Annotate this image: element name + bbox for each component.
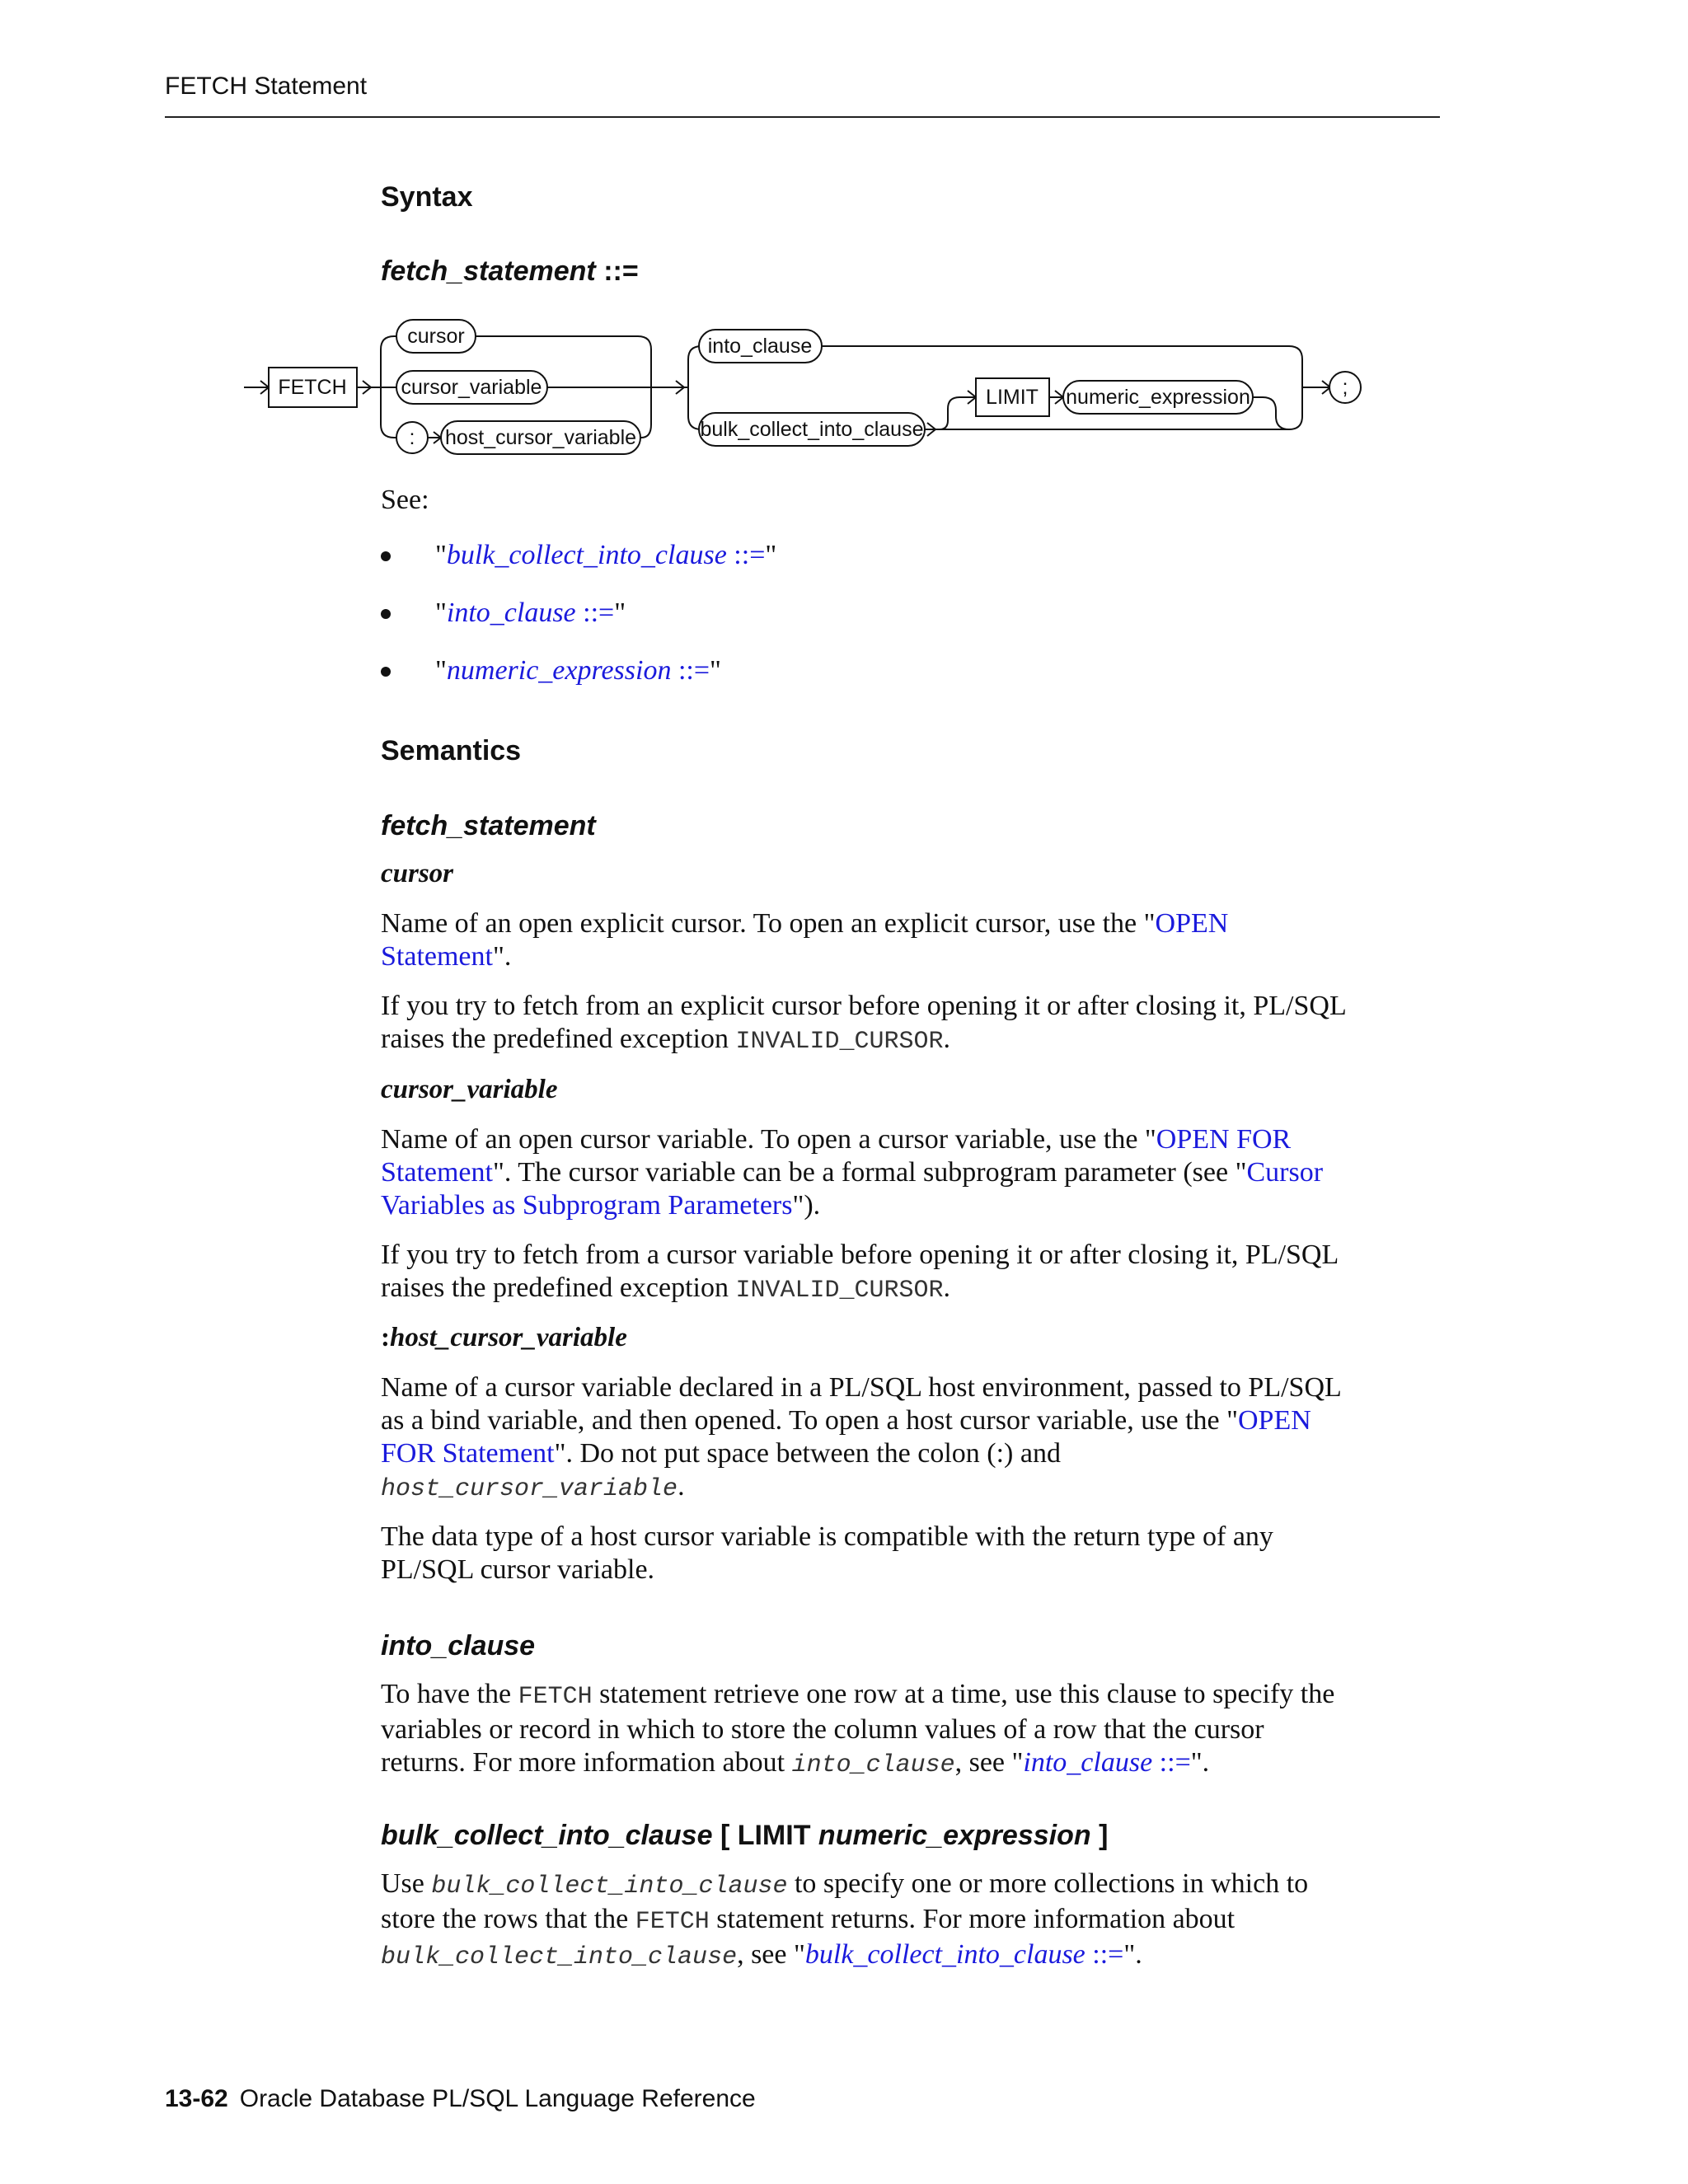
open-for-statement-link[interactable]: OPEN FOR Statement [381, 1124, 1292, 1188]
cursor-exception-note: If you try to fetch from an explicit cursor before opening it or after closing it, PL/SQL raises the predefined exception INVALID_CURSOR. [381, 991, 1347, 1056]
cursor-variable-exception-note: If you try to fetch from a cursor variable before opening it or after closing it, PL/SQL raises the predefined exception INVALID_CURSOR. [381, 1240, 1339, 1305]
bulk-collect-link[interactable]: bulk_collect_into_clause ::= [804, 1939, 1124, 1970]
cursor-variable-node-label: cursor_variable [401, 376, 542, 399]
into-clause-code: into_clause [791, 1751, 955, 1779]
page-footer [165, 2085, 756, 2113]
cursor-term: cursor [381, 859, 454, 888]
book-title: Oracle Database PL/SQL Language Reference [239, 2085, 756, 2112]
colon-node-label: : [409, 426, 415, 449]
cursor-variable-term: cursor_variable [381, 1075, 558, 1104]
into-clause-description: To have the FETCH statement retrieve one row at a time, use this clause to specify the variables or record in which to store the column values of a row that the cursor returns. For more information about into_clause, see "into_clause ::=". [381, 1679, 1335, 1779]
bullet-dot [381, 667, 391, 677]
numeric-expression-node-label: numeric_expression [1066, 386, 1250, 409]
host-cursor-variable-term: :host_cursor_variable [381, 1323, 627, 1352]
cursor-variable-description: Name of an open cursor variable. To open a cursor variable, use the "OPEN FOR Statement". The cursor variable can be a formal subprogram parameter (see "Cursor Variables as Subprogram Parameters"). [381, 1124, 1324, 1221]
bullet-dot [381, 551, 391, 561]
page-number: 13-62 [165, 2085, 228, 2112]
host-cursor-variable-type-note: The data type of a host cursor variable is compatible with the return type of any PL/SQL cursor variable. [381, 1521, 1273, 1585]
bulk-collect-code: bulk_collect_into_clause [431, 1872, 788, 1900]
limit-keyword-label: LIMIT [986, 386, 1039, 409]
invalid-cursor-code: INVALID_CURSOR [735, 1277, 944, 1305]
invalid-cursor-code: INVALID_CURSOR [735, 1028, 944, 1056]
host-cursor-variable-node-label: host_cursor_variable [444, 426, 637, 449]
see-label: See: [381, 485, 429, 515]
bulk-collect-heading: bulk_collect_into_clause [ LIMIT numeric_expression ] [381, 1820, 1109, 1851]
bulk-collect-link[interactable]: bulk_collect_into_clause ::= [446, 540, 766, 570]
production-name: fetch_statement [381, 255, 596, 287]
syntax-diagram [0, 0, 1688, 494]
numeric-expression-link[interactable]: numeric_expression ::= [446, 655, 710, 686]
into-clause-link[interactable]: into_clause ::= [446, 598, 615, 628]
bulk-collect-description: Use bulk_collect_into_clause to specify one or more collections in which to store the rows that the FETCH statement returns. For more information about bulk_collect_into_clause, see "bulk_collect_into_clause ::=". [381, 1868, 1309, 1971]
production-heading [381, 255, 639, 288]
cursor-node-label: cursor [407, 325, 465, 348]
host-cursor-variable-description: Name of a cursor variable declared in a PL/SQL host environment, passed to PL/SQL as a bind variable, and then opened. To open a host cursor variable, use the "OPEN FOR Statement". Do not put space between the colon (:) and host_cursor_variable. [381, 1372, 1342, 1503]
bulk-collect-node-label: bulk_collect_into_clause [700, 418, 924, 441]
production-op: ::= [595, 255, 639, 287]
fetch-keyword-label: FETCH [278, 376, 347, 399]
into-clause-heading: into_clause [381, 1630, 536, 1661]
open-statement-link[interactable]: OPEN Statement [381, 908, 1229, 972]
terminator-node-label: ; [1342, 376, 1348, 399]
running-head: FETCH Statement [165, 73, 368, 100]
semantics-heading: Semantics [381, 735, 522, 766]
bullet-dot [381, 609, 391, 619]
fetch-code: FETCH [518, 1683, 593, 1711]
open-for-statement-link[interactable]: OPEN FOR Statement [381, 1405, 1311, 1469]
syntax-heading: Syntax [381, 181, 473, 213]
fetch-code: FETCH [635, 1908, 710, 1936]
into-clause-node-label: into_clause [707, 335, 813, 358]
into-clause-link[interactable]: into_clause ::= [1023, 1747, 1191, 1778]
host-cursor-variable-code: host_cursor_variable [381, 1475, 678, 1503]
fetch-statement-heading: fetch_statement [381, 810, 596, 841]
cursor-variables-params-link[interactable]: Cursor Variables as Subprogram Parameters [381, 1157, 1324, 1221]
bulk-collect-code: bulk_collect_into_clause [381, 1943, 738, 1971]
cursor-description: Name of an open explicit cursor. To open an explicit cursor, use the "OPEN Statement". [381, 908, 1229, 972]
